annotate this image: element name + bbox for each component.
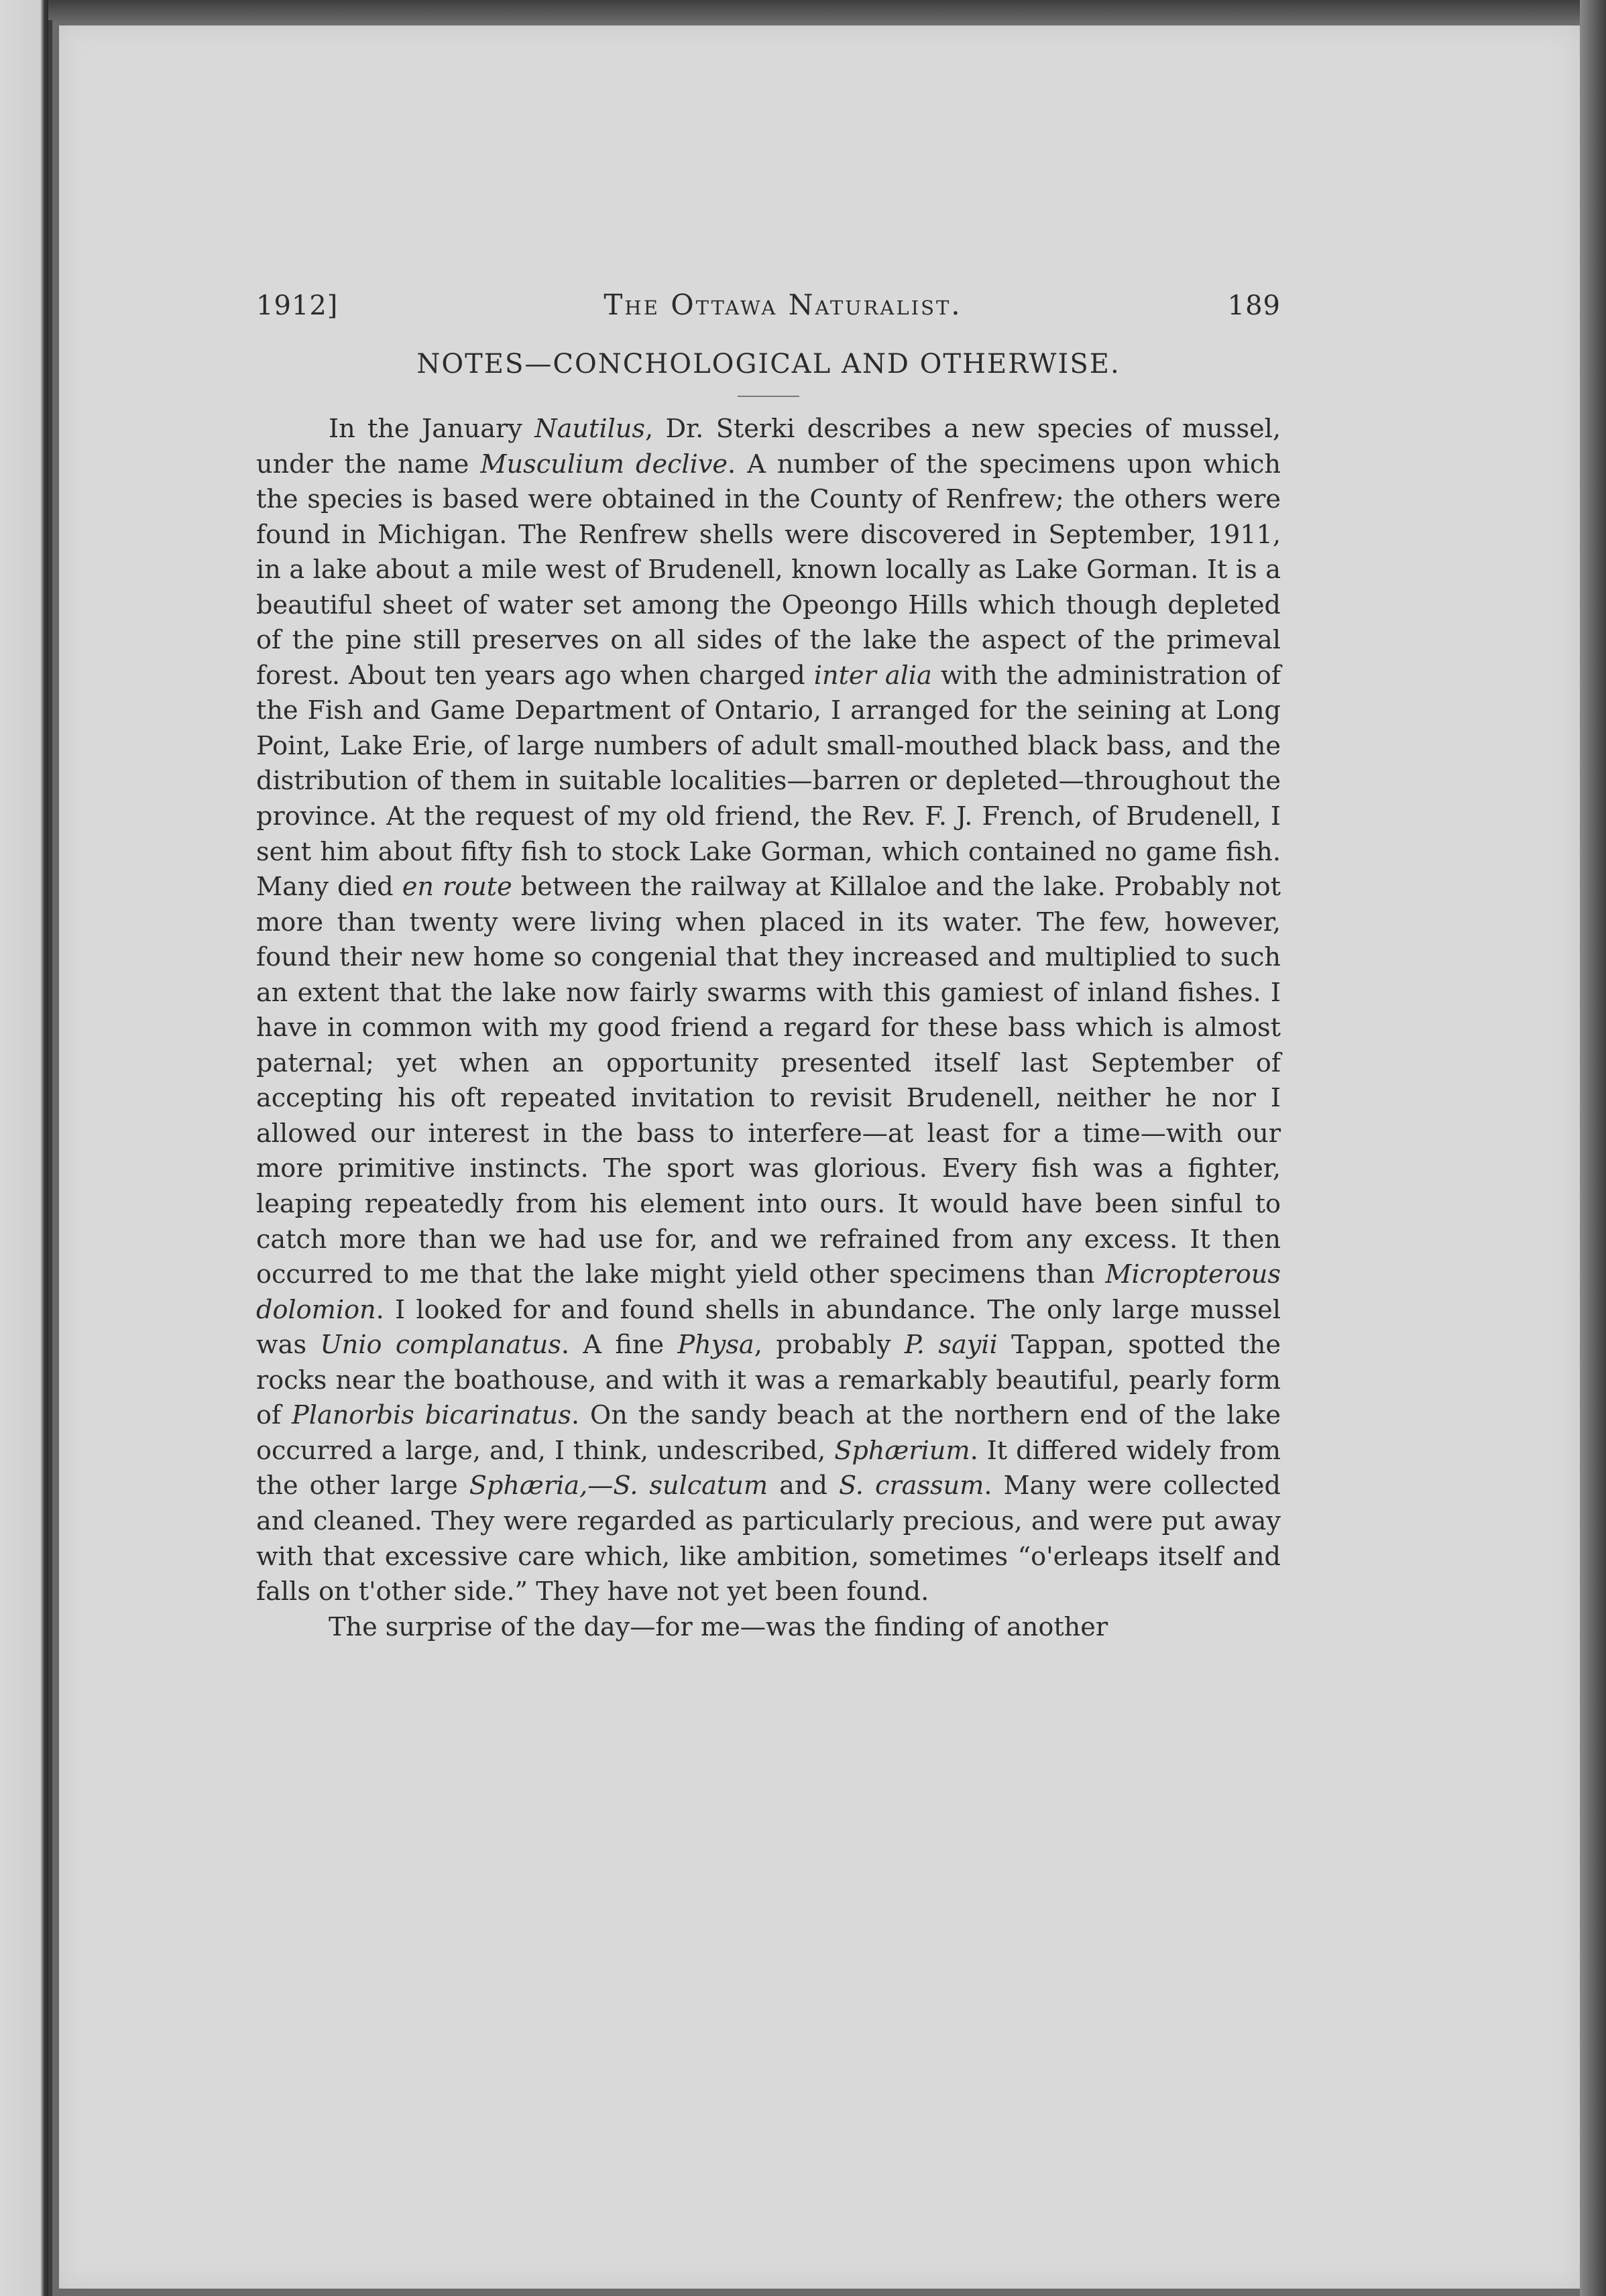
italic-term: Unio complanatus — [320, 1330, 561, 1361]
italic-term: Sphæria,—S. sulcatum — [469, 1471, 768, 1501]
binding-shadow — [48, 20, 52, 2296]
running-head — [256, 288, 1281, 337]
text-run: In the January — [329, 414, 535, 444]
text-run: . It differed widely from the other large — [256, 1436, 1281, 1501]
text-run: . A fine — [561, 1330, 678, 1361]
italic-term: P. sayii — [904, 1330, 998, 1361]
italic-term: Planorbis bicarinatus — [292, 1401, 571, 1431]
text-run: , probably — [754, 1330, 905, 1361]
text-run: between the railway at Killaloe and the lake. Probably not more than twenty were living when placed in its water. The few, however, found their new home so congenial that they increased and multiplied to such an extent that the lake now fairly swarms with this gamiest of inland fishes. I have in common with my good friend a regard for these bass which is almost paternal; yet when an opportunity presented itself last September of accepting his oft repeated invitation to revisit Brudenell, neither he nor I allowed our interest in the bass to interfere—at least for a time—with our more primitive instincts. The sport was glorious. Every fish was a fighter, leaping repeatedly from his element into ours. It would have been sinful to catch more than we had use for, and we refrained from any excess. It then occurred to me that the lake might yield other specimens than — [256, 872, 1281, 1290]
text-run: and — [768, 1471, 839, 1501]
italic-term: Physa — [677, 1330, 754, 1361]
body-paragraph-1 — [256, 412, 1281, 1610]
scan-top-edge — [0, 0, 1606, 25]
text-run: . I looked for and found shells in abundance. The only large mussel was — [256, 1295, 1281, 1361]
text-run: Tappan, spotted the rocks near the boathouse, and with it was a remarkably beautiful, pearly form of — [256, 1330, 1281, 1431]
text-run: . A number of the specimens upon which the species is based were obtained in the County of Renfrew; the others were found in Michigan. The Renfrew shells were discovered in September, 1911, in a lake about a mile west of Brudenell, known locally as Lake Gorman. It is a beautiful sheet of water set among the Opeongo Hills which though depleted of the pine still preserves on all sides of the lake the aspect of the primeval forest. About ten years ago when charged — [256, 449, 1281, 691]
page-text — [256, 288, 1281, 1645]
header-year: 1912] — [256, 290, 339, 321]
italic-term: en route — [402, 872, 512, 903]
body-paragraph-2: The surprise of the day—for me—was the finding of another — [329, 1612, 1108, 1642]
italic-term: Sphærium — [834, 1436, 970, 1466]
text-run: . Many were collected and cleaned. They were regarded as particularly precious, and were put away with that excessive care which, like ambition, sometimes “o'erleaps itself and falls on t'other side.” They have not yet been found. — [256, 1471, 1281, 1607]
journal-title: The Ottawa Naturalist. — [604, 288, 962, 321]
italic-term: Micropterous dolomion — [256, 1260, 1281, 1325]
italic-term: S. crassum — [838, 1471, 984, 1501]
italic-term: Nautilus — [534, 414, 645, 444]
text-run: . On the sandy beach at the northern end of the lake occurred a large, and, I think, undescribed, — [256, 1401, 1281, 1466]
scan-right-edge — [1580, 0, 1606, 2296]
italic-term: Musculium declive — [480, 449, 728, 479]
italic-term: inter alia — [813, 661, 932, 691]
text-run: , Dr. Sterki describes a new species of mussel, under the name — [256, 414, 1281, 479]
title-divider — [738, 396, 799, 397]
facing-page-edge — [0, 0, 48, 2296]
article-title: NOTES—CONCHOLOGICAL AND OTHERWISE. — [416, 349, 1121, 380]
text-run: with the administration of the Fish and Game Department of Ontario, I arranged for the seining at Long Point, Lake Erie, of large numbers of adult small-mouthed black bass, and the distribution of them in suitable localities—barren or depleted—throughout the province. At the request of my old friend, the Rev. F. J. French, of Brudenell, I sent him about fifty fish to stock Lake Gorman, which contained no game fish. Many died — [256, 661, 1281, 903]
page-number: 189 — [1227, 290, 1281, 321]
